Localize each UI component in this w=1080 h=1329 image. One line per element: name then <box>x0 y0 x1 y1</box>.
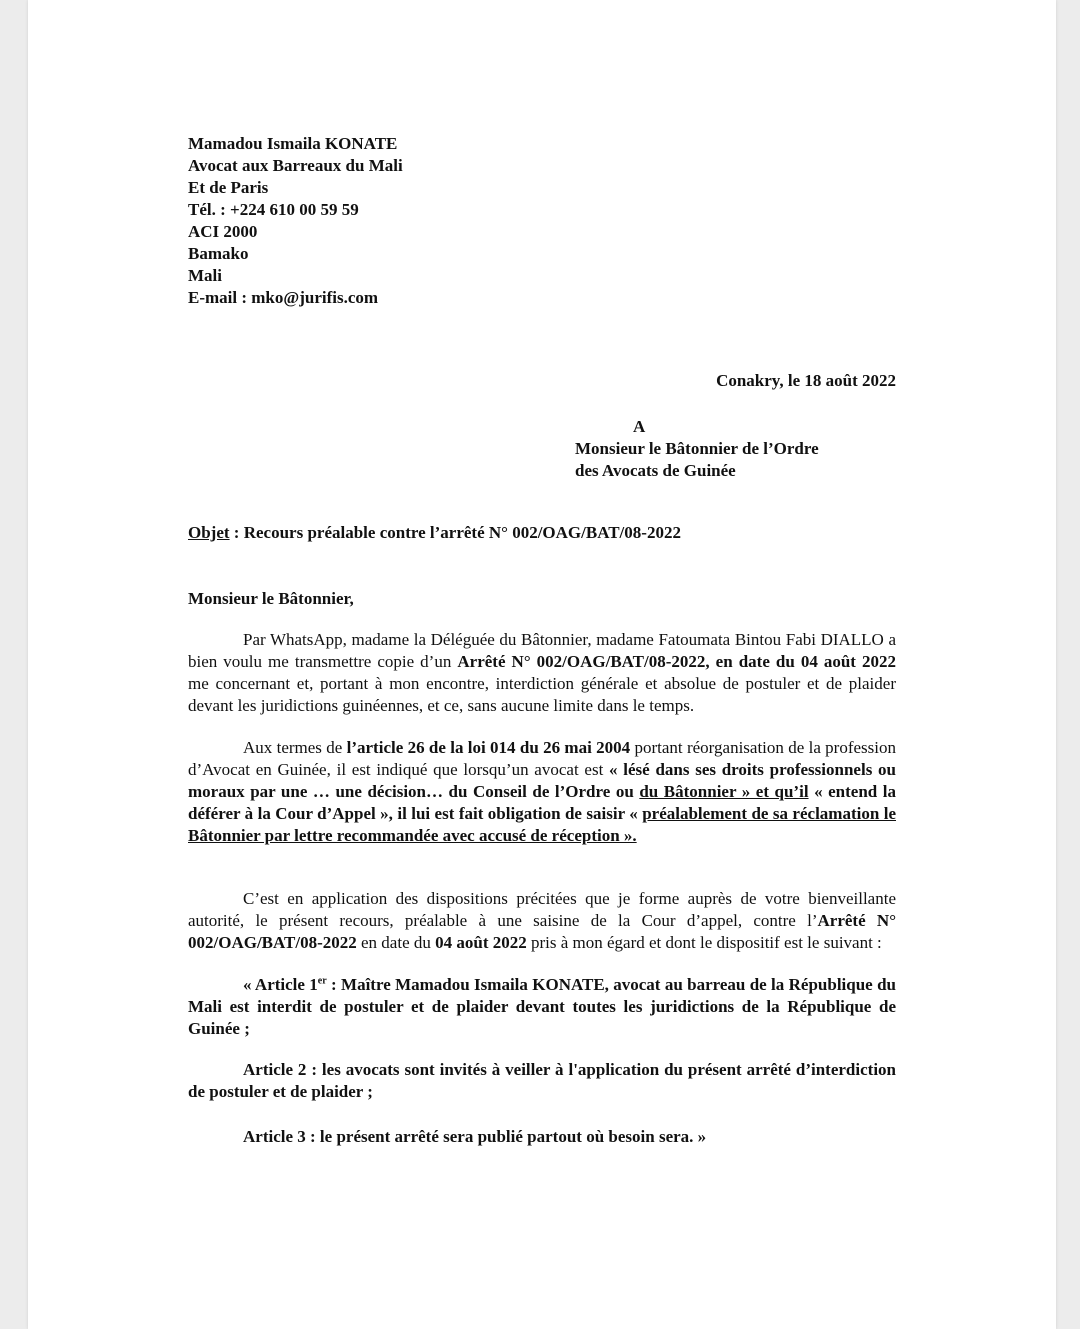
quote-article-3: Article 3 : le présent arrêté sera publié partout où besoin sera. » <box>243 1127 707 1146</box>
p2-bold-underline-1: du Bâtonnier » et qu’il <box>639 782 809 801</box>
p3-text-2: en date du <box>356 933 436 952</box>
document-page <box>28 0 1056 1329</box>
quote-article-1 <box>188 974 896 1040</box>
article-1-superscript: er <box>317 975 327 987</box>
recipient-block <box>575 416 819 482</box>
p2-bold-underline-2: préalablement de sa réclamation le Bâtonnier par lettre recommandée avec accusé de réception ». <box>188 804 896 845</box>
sender-email: E-mail : mko@jurifis.com <box>188 288 379 307</box>
sender-district: ACI 2000 <box>188 222 258 241</box>
article-1-text: : Maître Mamadou Ismaila KONATE, avocat au barreau de la République du Mali est interdit de postuler et de plaider devant toutes les juridictions de la République de Guinée ; <box>188 975 896 1038</box>
sender-title-2: Et de Paris <box>188 178 269 197</box>
salutation: Monsieur le Bâtonnier, <box>188 589 354 608</box>
sender-city: Bamako <box>188 244 249 263</box>
p1-text-2: me concernant et, portant à mon encontre, interdiction générale et absolue de postuler et de plaider devant les juridictions guinéennes, et ce, sans aucune limite dans le temps. <box>188 674 896 715</box>
recipient-line-2: des Avocats de Guinée <box>575 461 736 480</box>
p3-bold-2: 04 août 2022 <box>435 933 527 952</box>
paragraph-1 <box>188 629 896 717</box>
p2-bold-3: « entend la déférer à la Cour d’Appel », il lui est fait obligation de saisir « <box>188 782 896 823</box>
subject-text: Recours préalable contre l’arrêté N° 002/OAG/BAT/08-2022 <box>243 523 681 542</box>
p2-text-1: Aux termes de <box>243 738 347 757</box>
subject-label: Objet <box>188 523 230 542</box>
p1-text-1: Par WhatsApp, madame la Déléguée du Bâtonnier, madame Fatoumata Bintou Fabi DIALLO a bien voulu me transmettre copie d’un <box>188 630 896 671</box>
letter-date: Conakry, le 18 août 2022 <box>716 371 896 390</box>
quote-article-2: Article 2 : les avocats sont invités à veiller à l'application du présent arrêté d’interdiction de postuler et de plaider ; <box>188 1060 896 1101</box>
paragraph-2 <box>188 737 896 847</box>
p2-text-2: portant réorganisation de la profession d’Avocat en Guinée, il est indiqué que lorsqu’un avocat est <box>188 738 897 779</box>
p3-bold-1: Arrêté N° 002/OAG/BAT/08-2022 <box>188 911 896 952</box>
p2-bold-2: « lésé dans ses droits professionnels ou moraux par une … une décision… du Conseil de l’Ordre ou <box>188 760 897 801</box>
sender-phone: Tél. : +224 610 00 59 59 <box>188 200 359 219</box>
sender-block <box>188 133 403 309</box>
p1-bold-1: Arrêté N° 002/OAG/BAT/08-2022, en date du 04 août 2022 <box>457 652 897 671</box>
sender-title: Avocat aux Barreaux du Mali <box>188 156 403 175</box>
recipient-prefix: A <box>633 417 646 436</box>
recipient-line-1: Monsieur le Bâtonnier de l’Ordre <box>575 439 819 458</box>
p3-text-3: pris à mon égard et dont le dispositif est le suivant : <box>526 933 882 952</box>
subject-line <box>188 522 681 544</box>
p2-bold-1: l’article 26 de la loi 014 du 26 mai 2004 <box>346 738 631 757</box>
article-1-prefix: « Article 1 <box>243 975 318 994</box>
sender-name: Mamadou Ismaila KONATE <box>188 134 398 153</box>
subject-separator: : <box>229 523 244 542</box>
p3-text-1: C’est en application des dispositions précitées que je forme auprès de votre bienveillante autorité, le présent recours, préalable à une saisine de la Cour d’appel, contre l’ <box>188 889 896 930</box>
paragraph-3 <box>188 888 896 954</box>
sender-country: Mali <box>188 266 222 285</box>
